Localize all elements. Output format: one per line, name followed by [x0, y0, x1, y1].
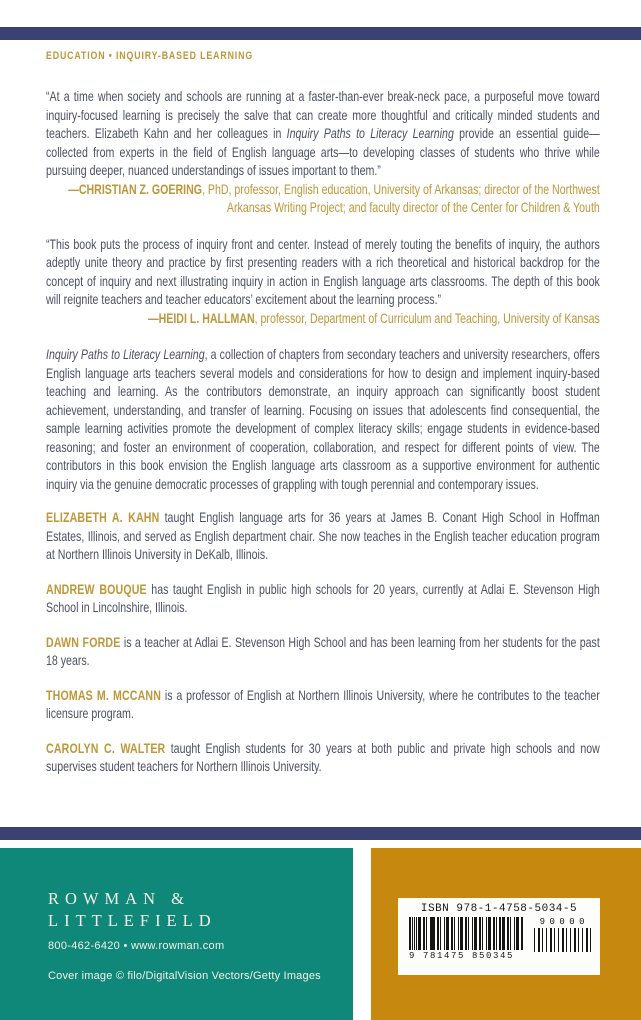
author-bio-bouque [46, 581, 600, 618]
author-name: THOMAS M. MCCANN [46, 687, 162, 703]
attribution-affiliation: , PhD, professor, English education, University of Arkansas; director of the Northwest Arkansas Writing Project; and faculty director of the Center for Children & Youth [201, 181, 600, 215]
addon-barcode-digits: 90000 [539, 917, 590, 927]
bio-text: taught English students for 30 years at both public and private high schools and now supervises student teachers for Northern Illinois University. [46, 740, 600, 774]
bio-text: is a professor of English at Northern Illinois University, where he contributes to the teacher licensure program. [46, 687, 600, 721]
book-title-italic: Inquiry Paths to Literacy Learning [286, 126, 454, 141]
author-name: DAWN FORDE [46, 634, 121, 650]
endorsement-quote-1 [46, 88, 600, 218]
bio-text: has taught English in public high schools for 20 years, currently at Adlai E. Stevenson High School in Lincolnshire, Illinois. [46, 581, 600, 615]
attribution-name: —HEIDI L. HALLMAN [148, 310, 255, 326]
publisher-panel [0, 848, 353, 1020]
addon-barcode [534, 917, 591, 961]
endorsement-quote-2 [46, 236, 600, 329]
author-name: ELIZABETH A. KAHN [46, 510, 160, 525]
description-text: , a collection of chapters from secondary teachers and university researchers, offers English language arts teachers several models and considerations for how to design and implement inquiry-based teaching and learning. As the contributors demonstrate, an inquiry approach can significantly boost student achievement, understanding, and transfer of learning. Focusing on issues that adolescents find consequential, the sample learning activities promote the development of complex literacy skills; engage students in evidence-based reasoning; and foster an environment of cooperation, collaboration, and respect for different points of view. The contributors in this book envision the English language arts classroom as a supportive environment for authentic inquiry via the genuine democratic processes of grappling with tough perennial and contemporary issues. [46, 347, 600, 492]
quote-text-pre: “This book puts the process of inquiry front and center. Instead of merely touting the benefits of inquiry, the authors adeptly unite theory and practice by first presenting readers with a rich theoretical and historical backdrop for the concept of inquiry and next illustrating inquiry in action in English language arts classrooms. The depth of this book will reignite teachers and teacher educators’ excitement about the learning process.” [46, 236, 600, 307]
category-label: EDUCATION • INQUIRY-BASED LEARNING [46, 50, 254, 62]
bottom-accent-bar [0, 827, 641, 840]
addon-barcode-bars [534, 928, 591, 952]
bio-text: is a teacher at Adlai E. Stevenson High School and has been learning from her students for the past 18 years. [46, 634, 600, 668]
author-bio-kahn [46, 509, 600, 565]
isbn-box [398, 898, 600, 975]
author-name: ANDREW BOUQUE [46, 581, 147, 597]
publisher-logo-line2: LITTLEFIELD [48, 910, 217, 930]
quote-text [46, 236, 600, 310]
ean-barcode-digits: 9 781475 850345 [409, 951, 515, 961]
quote-text-pre: “At a time when society and schools are running at a faster-than-ever break-neck pace, a purposeful move toward inquiry-focused learning is precisely the salve that can create more thoughtful and critically minded students and teachers. Elizabeth Kahn and her colleagues in [46, 89, 600, 141]
cover-image-credit: Cover image © filo/DigitalVision Vectors/Getty Images [48, 970, 321, 982]
barcode-row [398, 915, 600, 961]
quote-text [46, 88, 600, 181]
isbn-panel [371, 848, 641, 1020]
book-title-italic: Inquiry Paths to Literacy Learning [46, 347, 205, 362]
book-description [46, 346, 600, 494]
author-bio-walter [46, 740, 600, 777]
attribution-affiliation: , professor, Department of Curriculum and Teaching, University of Kansas [254, 310, 600, 326]
author-bio-forde [46, 634, 600, 671]
isbn-label: ISBN 978-1-4758-5034-5 [420, 903, 578, 915]
bio-text: taught English language arts for 36 years at James B. Conant High School in Hoffman Estates, Illinois, and served as English department chair. She now teaches in the English teacher education program at Northern Illinois University in DeKalb, Illinois. [46, 510, 600, 562]
publisher-logo-line1: ROWMAN & [48, 889, 190, 908]
quote-text-post: provide an essential guide—collected from experts in the field of English language arts—to developing classes of students who thrive while pursuing deeper, nuanced understandings of issues important to them.” [46, 126, 600, 178]
attribution-name: —CHRISTIAN Z. GOERING [68, 181, 202, 197]
author-bio-mccann [46, 687, 600, 724]
author-name: CAROLYN C. WALTER [46, 740, 166, 756]
top-accent-bar [0, 27, 641, 40]
quote-attribution [46, 181, 600, 218]
ean-barcode [409, 917, 524, 961]
back-cover-text-column [46, 50, 600, 793]
publisher-logo [48, 888, 217, 931]
quote-attribution [46, 310, 600, 329]
publisher-contact: 800-462-6420 • www.rowman.com [48, 940, 225, 952]
ean-barcode-bars [409, 917, 524, 950]
